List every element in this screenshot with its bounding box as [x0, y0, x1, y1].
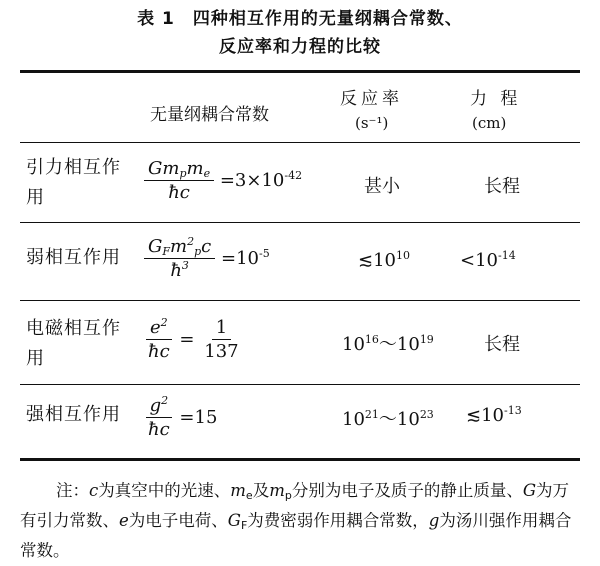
header-divider — [20, 142, 580, 143]
row-strong-range: $≲10^{-13}$ — [466, 404, 522, 426]
row-divider-2 — [20, 300, 580, 301]
row-weak-name: 弱相互作用 — [26, 247, 121, 268]
row-strong-coupling: $\frac{g^2}{ħc}$ =15 — [144, 395, 217, 440]
row-gravity-coupling: $\frac{Gm_pm_e}{ħc}$ $=3\times 10^{-42}$ — [144, 158, 302, 203]
row-em-name: 电磁相互作 用 — [26, 318, 121, 369]
header-range-unit: (cm) — [472, 114, 507, 132]
row-divider-1 — [20, 222, 580, 223]
strong-fraction: $\frac{g^2}{ħc}$ — [144, 395, 174, 440]
header-range: 力 程 — [470, 89, 522, 109]
weak-fraction: $\frac{G_Fm^2_pc}{ħ^3}$ — [144, 236, 215, 281]
table-caption-line1: 表 1 四种相互作用的无量纲耦合常数、 — [137, 9, 463, 29]
row-gravity-name: 引力相互作 用 — [26, 157, 121, 208]
em-fraction-1-137: $\frac{1}{137}$ — [204, 317, 239, 362]
row-strong-rate: $10^{21}\sim 10^{23}$ — [342, 408, 434, 430]
row-weak-range: $<10^{-14}$ — [460, 249, 516, 271]
table-bottom-rule — [20, 458, 580, 461]
em-fraction-e2: $\frac{e^2}{ħc}$ — [148, 316, 170, 362]
row-gravity-range: 长程 — [484, 176, 520, 197]
row-weak-rate: $≲10^{10}$ — [358, 249, 410, 271]
row-em-range: 长程 — [484, 334, 520, 355]
table-caption-line2: 反应率和力程的比较 — [219, 37, 381, 57]
row-divider-3 — [20, 384, 580, 385]
row-em-coupling: $\frac{e^2}{ħc}$ = $\frac{1}{137}$ — [144, 317, 243, 362]
row-strong-name: 强相互作用 — [26, 404, 121, 425]
row-em-rate: $10^{16}\sim 10^{19}$ — [342, 333, 434, 355]
table-footnote: 注：c为真空中的光速、$m_e$及$m_p$分别为电子及质子的静止质量、G为万有引力常数、e为电子电荷、$G_F$为费密弱作用耦合常数，g为汤川强作用耦合常数。 — [20, 481, 572, 560]
table-top-rule — [20, 70, 580, 73]
header-coupling: 无量纲耦合常数 — [150, 105, 269, 125]
gravity-fraction: $\frac{Gm_pm_e}{ħc}$ — [144, 158, 214, 203]
row-weak-coupling: $\frac{G_Fm^2_pc}{ħ^3}$ $=10^{-5}$ — [144, 236, 270, 281]
header-rate-unit: (s⁻¹) — [355, 114, 389, 132]
header-rate: 反应率 — [340, 89, 403, 109]
row-gravity-rate: 甚小 — [364, 176, 400, 197]
